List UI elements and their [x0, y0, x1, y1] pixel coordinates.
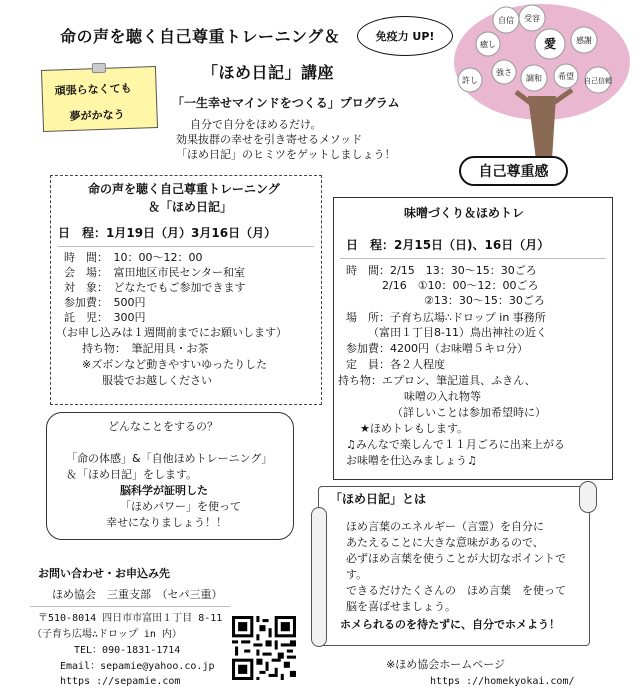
box2-divider — [340, 258, 606, 259]
box1-line-5: 託 児： 300円 — [64, 311, 146, 324]
box2-line-2: 2/16 ①10：00～12：00ごろ — [382, 279, 539, 292]
box1-divider — [58, 246, 314, 247]
box1-title-line1: 命の声を聴く自己尊重トレーニング — [88, 182, 280, 196]
sticky-note-line2: 夢がかなう — [69, 108, 125, 124]
box1-line-6: （お申し込みは１週間前までにお願いします） — [56, 326, 287, 339]
box2-line-7: 定 員：各２人程度 — [346, 358, 445, 371]
contact-address: 〒510-8014 四日市市富田１丁目 8-11 — [38, 613, 223, 624]
tree-word-4: 癒し — [480, 40, 496, 49]
box1-line-3: 対 象： どなたでもご参加できます — [64, 281, 246, 294]
contact-address2: （子育ち広場∴ドロップ in 内） — [32, 629, 182, 640]
box2-line-8: 持ち物：エプロン、筆記道具、ふきん、 — [338, 374, 536, 387]
contact-heading: お問い合わせ・お申込み先 — [38, 567, 170, 580]
box2-line-12: ♫みんなで楽しんで１１月ごろに出来上がる — [346, 438, 565, 451]
tree-word-9: 希望 — [558, 72, 574, 81]
scroll-line-4: す。 — [346, 568, 368, 581]
hp-url[interactable]: https ://homekyokai.com/ — [430, 676, 575, 687]
box1-schedule: 日 程：1月19日（月）3月16日（月） — [58, 226, 277, 240]
box2-line-9: 味噌の入れ物等 — [404, 390, 481, 403]
box2-line-11: ★ほめトレもします。 — [360, 422, 468, 435]
contact-divider — [30, 606, 230, 607]
program-title: 「一生幸せマインドをつくる」プログラム — [172, 96, 400, 110]
immunity-speech-bubble — [357, 16, 453, 56]
tree-word-8: 調和 — [526, 74, 542, 83]
tree-word-3: 感謝 — [576, 36, 592, 45]
box2-line-1: 時 間：2/15 13：30～15：30ごろ — [346, 264, 537, 277]
box1-line-8: ※ズボンなど動きやすいゆったりした — [82, 358, 268, 371]
box3-line-5: 幸せになりましょう！！ — [106, 516, 227, 529]
self-esteem-label — [459, 156, 568, 186]
self-esteem-label-text: 自己尊重感 — [478, 164, 549, 180]
scroll-line-5: できるだけたくさんの ほめ言葉 を使って — [346, 584, 566, 597]
box1-line-2: 会 場： 富田地区市民センター和室 — [64, 266, 246, 279]
box2-line-3: ②13：30～15：30ごろ — [424, 294, 545, 307]
box2-title: 味噌づくり＆ほめトレ — [404, 206, 525, 220]
tape-icon — [92, 63, 106, 73]
scroll-line-3: 必ずほめ言葉を使うことが大切なポイントで — [346, 552, 566, 565]
box1-line-1: 時 間： 10：00～12：00 — [64, 251, 203, 264]
main-title-line1: 命の声を聴く自己尊重トレーニング＆ — [60, 27, 341, 46]
desc-line-3: 「ほめ日記」のヒミツをゲットしましょう！ — [176, 148, 396, 161]
box2-line-13: お味噌を仕込みましょう♫ — [346, 454, 477, 467]
box2-schedule: 日 程：2月15日（日)、16日（月） — [346, 238, 550, 252]
tree-word-7: 強さ — [496, 68, 512, 77]
tree-word-5: 愛 — [543, 37, 557, 51]
self-esteem-tree-illustration — [450, 0, 635, 160]
box1-title-line2: ＆「ほめ日記」 — [148, 200, 233, 214]
box2-line-5: （富田１丁目8-11）鳥出神社の近く — [368, 326, 547, 339]
contact-url[interactable]: https ://sepamie.com — [60, 676, 181, 687]
sticky-note — [41, 66, 158, 132]
box2-line-10: （詳しいことは参加希望時に） — [392, 406, 546, 419]
tree-word-1: 自信 — [498, 16, 514, 25]
scroll-curl-left — [311, 507, 327, 647]
box2-line-6: 参加費：4200円（お味噌５キロ分） — [346, 342, 528, 355]
scroll-line-7: ホメられるのを待たずに、自分でホメよう！ — [340, 618, 560, 631]
box3-question: どんなことをするの？ — [108, 420, 218, 433]
box1-line-9: 服装でお越しください — [102, 374, 212, 387]
bubble-text: 免疫力 UP! — [375, 30, 435, 43]
tree-word-6: 許し — [462, 76, 478, 85]
contact-email: Email：sepamie@yahoo.co.jp — [60, 661, 215, 672]
box3-line-3: 脳科学が証明した — [120, 484, 208, 497]
tree-word-10: 自己信頼 — [584, 77, 612, 85]
box1-line-7: 持ち物： 筆記用具・お茶 — [82, 342, 209, 355]
main-title-line2: 「ほめ日記」講座 — [202, 63, 335, 82]
box2-line-4: 場 所：子育ち広場∴ドロップ in 事務所 — [346, 311, 546, 324]
desc-line-2: 効果抜群の幸せを引き寄せるメソッド — [176, 133, 363, 146]
qr-code-icon — [232, 616, 296, 680]
scroll-curl-right — [579, 481, 597, 513]
scroll-line-6: 脳を喜ばせましょう。 — [346, 600, 456, 613]
desc-line-1: 自分で自分をほめるだけ。 — [190, 118, 322, 131]
box3-line-4: 「ほめパワー」を使って — [120, 500, 241, 513]
scroll-line-2: あたえることに大きな意味があるので、 — [346, 536, 544, 549]
contact-org: ほめ協会 三重支部 （セパ三重） — [52, 588, 223, 601]
box3-line-2: ＆「ほめ日記」をします。 — [66, 468, 198, 481]
sticky-note-line1: 頑張らなくても — [54, 81, 132, 98]
scroll-title: 「ほめ日記」とは — [330, 492, 427, 506]
contact-tel: TEL：090-1831-1714 — [74, 645, 181, 656]
scroll-line-1: ほめ言葉のエネルギー（言霊）を自分に — [346, 520, 544, 533]
box3-line-1: 「命の体感」&「自他ほめトレーニング」 — [66, 452, 273, 465]
hp-label: ※ほめ協会ホームページ — [386, 658, 505, 671]
box1-line-4: 参加費： 500円 — [64, 296, 146, 309]
tree-word-2: 受容 — [524, 14, 540, 23]
